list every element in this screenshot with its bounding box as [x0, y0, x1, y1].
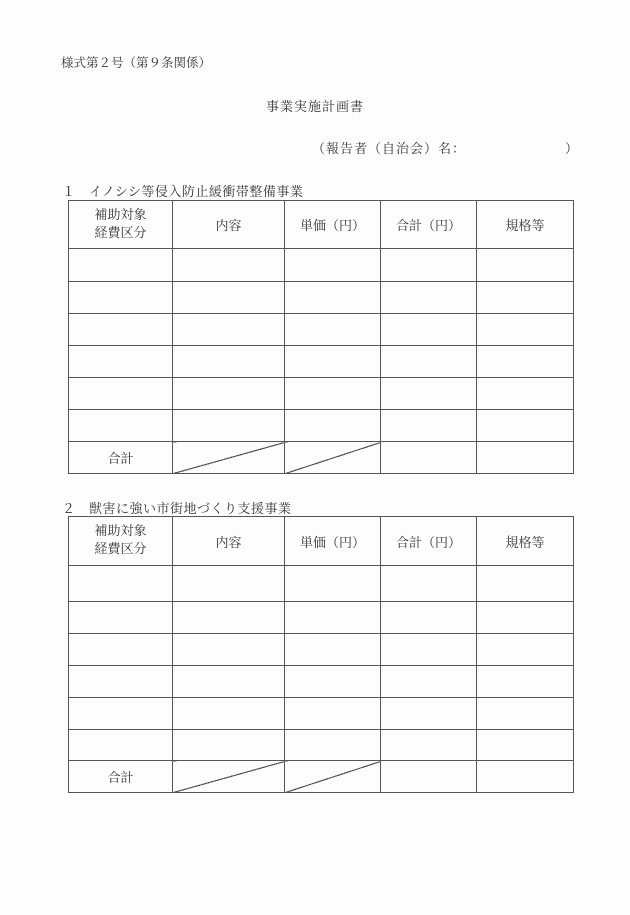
cell[interactable]	[477, 282, 574, 314]
cell[interactable]	[69, 602, 173, 634]
diagonal-slash-cell	[285, 442, 381, 474]
header-expense-category: 補助対象 経費区分	[69, 517, 173, 566]
table-row	[69, 566, 574, 602]
cell[interactable]	[173, 730, 285, 761]
cell[interactable]	[381, 249, 477, 282]
cell[interactable]	[69, 314, 173, 346]
table-row	[69, 730, 574, 761]
cell[interactable]	[69, 378, 173, 410]
section-1-heading: １ イノシシ等侵入防止緩衝帯整備事業	[62, 185, 304, 200]
cell[interactable]	[381, 282, 477, 314]
cell[interactable]	[285, 602, 381, 634]
cell[interactable]	[285, 249, 381, 282]
cell[interactable]	[381, 314, 477, 346]
cell[interactable]	[477, 602, 574, 634]
cell[interactable]	[173, 566, 285, 602]
table-row	[69, 346, 574, 378]
reporter-close-paren: ）	[565, 142, 579, 157]
cell[interactable]	[381, 410, 477, 442]
cell[interactable]	[285, 566, 381, 602]
cell[interactable]	[477, 410, 574, 442]
diagonal-slash-cell	[173, 442, 285, 474]
cell[interactable]	[381, 666, 477, 698]
cell[interactable]	[381, 634, 477, 666]
cell[interactable]	[477, 566, 574, 602]
header-spec: 規格等	[477, 201, 574, 249]
cell[interactable]	[381, 730, 477, 761]
table-header-row	[69, 201, 574, 249]
cell[interactable]	[477, 698, 574, 730]
table-row	[69, 602, 574, 634]
cell[interactable]	[173, 410, 285, 442]
cell[interactable]	[69, 730, 173, 761]
header-expense-category: 補助対象 経費区分	[69, 201, 173, 249]
header-spec: 規格等	[477, 517, 574, 566]
cell[interactable]	[69, 249, 173, 282]
table-row	[69, 314, 574, 346]
cell[interactable]	[477, 249, 574, 282]
total-row	[69, 442, 574, 474]
cell[interactable]	[285, 314, 381, 346]
total-amount-cell[interactable]	[381, 761, 477, 793]
cell[interactable]	[477, 634, 574, 666]
document-title: 事業実施計画書	[265, 100, 364, 115]
header-content: 内容	[173, 201, 285, 249]
table-header-row	[69, 517, 574, 566]
total-row	[69, 761, 574, 793]
cell[interactable]	[173, 602, 285, 634]
cell[interactable]	[69, 666, 173, 698]
cell[interactable]	[69, 282, 173, 314]
cell[interactable]	[173, 698, 285, 730]
total-spec-cell[interactable]	[477, 761, 574, 793]
form-number: 様式第２号（第９条関係）	[61, 55, 212, 70]
cell[interactable]	[381, 378, 477, 410]
header-total: 合計（円）	[381, 201, 477, 249]
cell[interactable]	[69, 566, 173, 602]
cell[interactable]	[173, 634, 285, 666]
table-row	[69, 249, 574, 282]
total-amount-cell[interactable]	[381, 442, 477, 474]
cell[interactable]	[173, 378, 285, 410]
section-2-heading: ２ 獣害に強い市街地づくり支援事業	[62, 502, 292, 517]
cell[interactable]	[381, 602, 477, 634]
table-row	[69, 378, 574, 410]
header-unit-price: 単価（円）	[285, 517, 381, 566]
cell[interactable]	[381, 566, 477, 602]
cell[interactable]	[69, 410, 173, 442]
cell[interactable]	[381, 698, 477, 730]
table-row	[69, 698, 574, 730]
cell[interactable]	[173, 249, 285, 282]
cell[interactable]	[285, 282, 381, 314]
cell[interactable]	[285, 634, 381, 666]
cell[interactable]	[381, 346, 477, 378]
diagonal-slash-cell	[285, 761, 381, 793]
table-row	[69, 410, 574, 442]
cell[interactable]	[285, 698, 381, 730]
cell[interactable]	[173, 666, 285, 698]
cell[interactable]	[477, 314, 574, 346]
cell[interactable]	[173, 282, 285, 314]
cell[interactable]	[173, 346, 285, 378]
cell[interactable]	[285, 346, 381, 378]
table-row	[69, 282, 574, 314]
cell[interactable]	[69, 346, 173, 378]
total-spec-cell[interactable]	[477, 442, 574, 474]
cell[interactable]	[477, 730, 574, 761]
cell[interactable]	[285, 730, 381, 761]
cell[interactable]	[69, 634, 173, 666]
header-total: 合計（円）	[381, 517, 477, 566]
reporter-label: （報告者（自治会）名：	[312, 142, 467, 157]
header-unit-price: 単価（円）	[285, 201, 381, 249]
cell[interactable]	[477, 346, 574, 378]
cell[interactable]	[477, 666, 574, 698]
cell[interactable]	[285, 378, 381, 410]
cell[interactable]	[477, 378, 574, 410]
total-label: 合計	[69, 761, 173, 793]
header-content: 内容	[173, 517, 285, 566]
section-2-table	[68, 516, 574, 793]
cell[interactable]	[285, 666, 381, 698]
diagonal-slash-cell	[173, 761, 285, 793]
table-row	[69, 666, 574, 698]
cell[interactable]	[173, 314, 285, 346]
cell[interactable]	[69, 698, 173, 730]
cell[interactable]	[285, 410, 381, 442]
total-label: 合計	[69, 442, 173, 474]
table-row	[69, 634, 574, 666]
section-1-table	[68, 200, 574, 474]
